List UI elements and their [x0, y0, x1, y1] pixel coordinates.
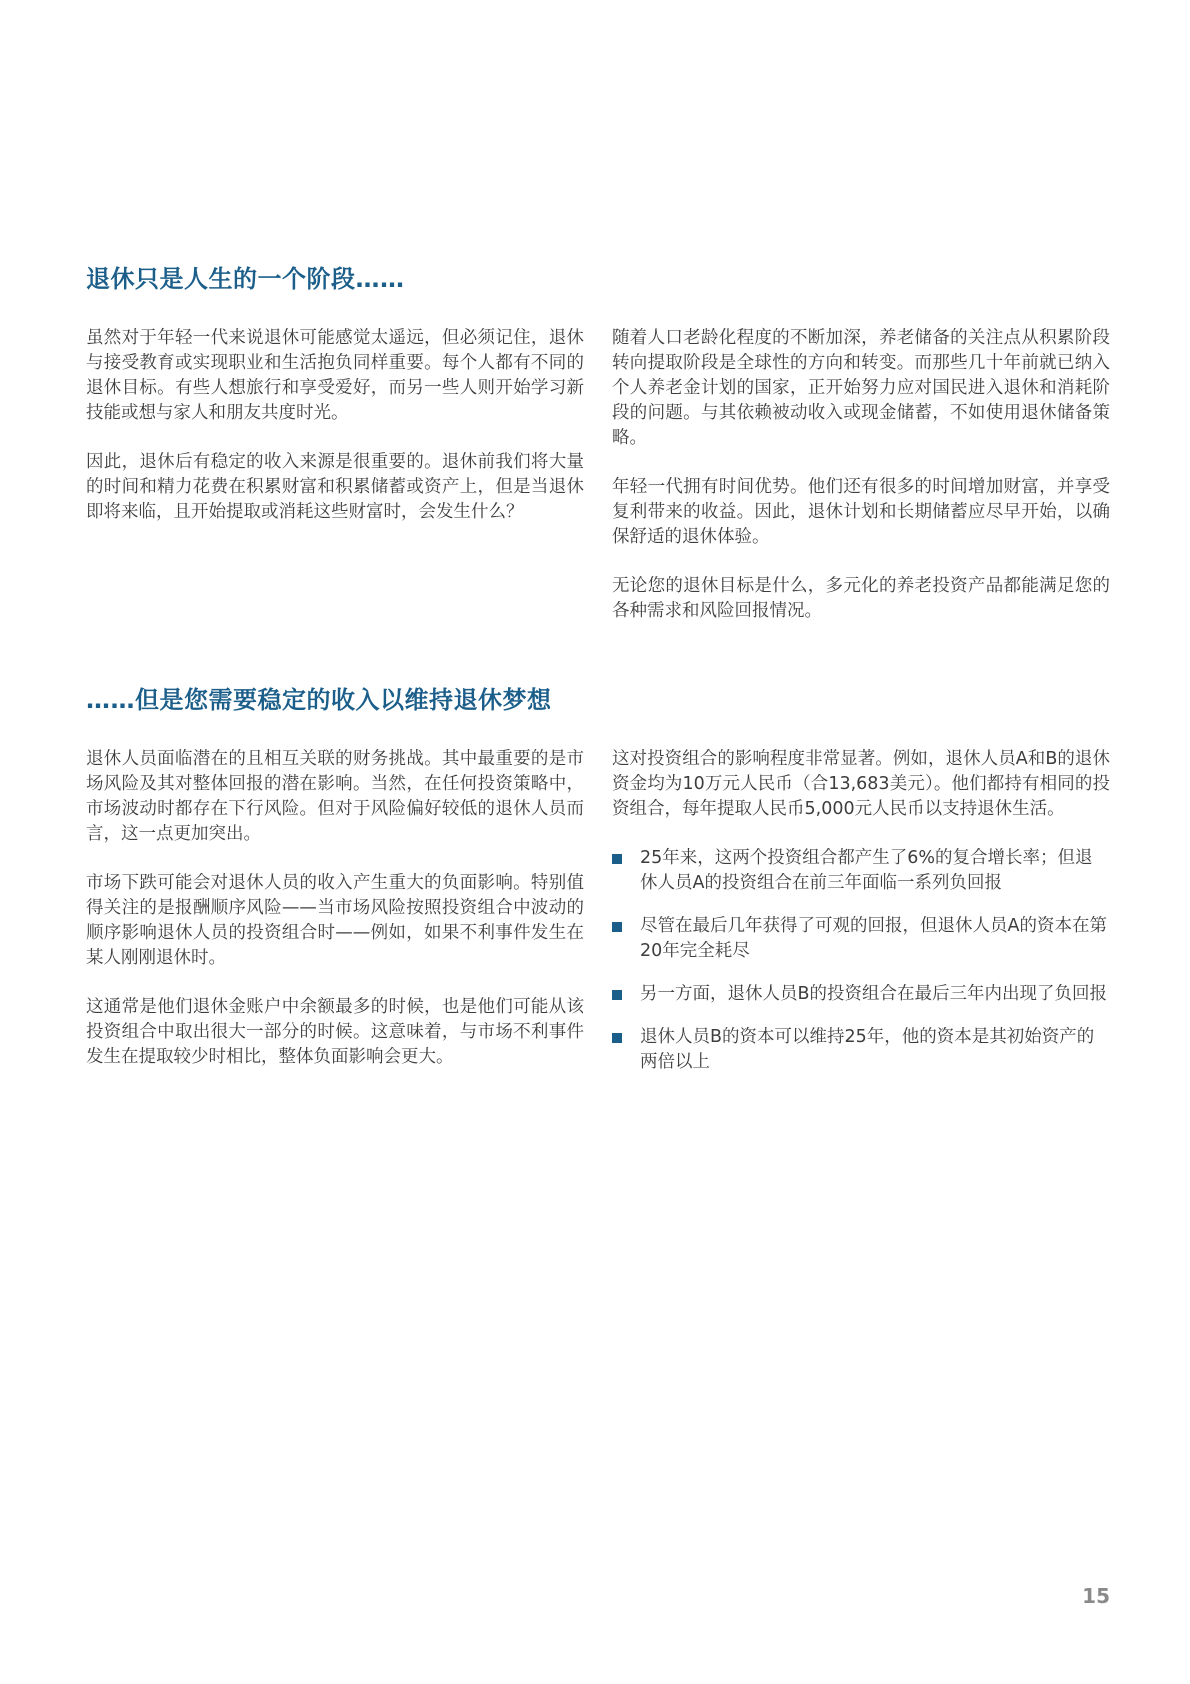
square-bullet-icon — [612, 922, 622, 932]
page-number: 15 — [1082, 1584, 1110, 1608]
square-bullet-icon — [612, 1033, 622, 1043]
list-item-text: 25年来，这两个投资组合都产生了6%的复合增长率；但退休人员A的投资组合在前三年面临一系列负回报 — [640, 848, 1093, 893]
right-column — [612, 747, 1110, 1093]
paragraph: 这通常是他们退休金账户中余额最多的时候，也是他们可能从该投资组合中取出很大一部分的时候。这意味着，与市场不利事件发生在提取较少时相比，整体负面影响会更大。 — [86, 997, 584, 1067]
list-item-text: 另一方面，退休人员B的投资组合在最后三年内出现了负回报 — [640, 984, 1108, 1004]
paragraph: 随着人口老龄化程度的不断加深，养老储备的关注点从积累阶段转向提取阶段是全球性的方向和转变。而那些几十年前就已纳入个人养老金计划的国家，正开始努力应对国民进入退休和消耗阶段的问题。与其依赖被动收入或现金储蓄，不如使用退休储备策略。 — [612, 328, 1110, 448]
left-column — [86, 747, 584, 1094]
right-column — [612, 326, 1110, 648]
left-column — [86, 326, 584, 549]
section-heading: ……但是您需要稳定的收入以维持退休梦想 — [86, 686, 552, 714]
list-item-text: 尽管在最后几年获得了可观的回报，但退休人员A的资本在第20年完全耗尽 — [640, 916, 1107, 961]
section-heading: 退休只是人生的一个阶段…… — [86, 265, 405, 293]
list-item — [612, 982, 1110, 1007]
section-retirement-stage — [86, 262, 1110, 621]
list-item — [612, 1025, 1110, 1075]
paragraph: 年轻一代拥有时间优势。他们还有很多的时间增加财富，并享受复利带来的收益。因此，退休计划和长期储蓄应尽早开始，以确保舒适的退休体验。 — [612, 477, 1110, 547]
paragraph: 无论您的退休目标是什么，多元化的养老投资产品都能满足您的各种需求和风险回报情况。 — [612, 576, 1110, 621]
paragraph: 这对投资组合的影响程度非常显著。例如，退休人员A和B的退休资金均为10万元人民币（合13,683美元）。他们都持有相同的投资组合，每年提取人民币5,000元人民币以支持退休生活。 — [612, 749, 1110, 819]
paragraph: 退休人员面临潜在的且相互关联的财务挑战。其中最重要的是市场风险及其对整体回报的潜在影响。当然，在任何投资策略中，市场波动时都存在下行风险。但对于风险偏好较低的退休人员而言，这一点更加突出。 — [86, 749, 584, 844]
list-item — [612, 914, 1110, 964]
list-item — [612, 846, 1110, 896]
paragraph: 虽然对于年轻一代来说退休可能感觉太遥远，但必须记住，退休与接受教育或实现职业和生活抱负同样重要。每个人都有不同的退休目标。有些人想旅行和享受爱好，而另一些人则开始学习新技能或想与家人和朋友共度时光。 — [86, 328, 584, 423]
bullet-list — [612, 846, 1110, 1075]
square-bullet-icon — [612, 990, 622, 1000]
section-stable-income — [86, 683, 1110, 1072]
paragraph: 因此，退休后有稳定的收入来源是很重要的。退休前我们将大量的时间和精力花费在积累财富和积累储蓄或资产上，但是当退休即将来临，且开始提取或消耗这些财富时，会发生什么？ — [86, 452, 584, 522]
list-item-text: 退休人员B的资本可以维持25年，他的资本是其初始资产的两倍以上 — [640, 1027, 1095, 1072]
square-bullet-icon — [612, 854, 622, 864]
paragraph: 市场下跌可能会对退休人员的收入产生重大的负面影响。特别值得关注的是报酬顺序风险——当市场风险按照投资组合中波动的顺序影响退休人员的投资组合时——例如，如果不利事件发生在某人刚刚退休时。 — [86, 873, 584, 968]
